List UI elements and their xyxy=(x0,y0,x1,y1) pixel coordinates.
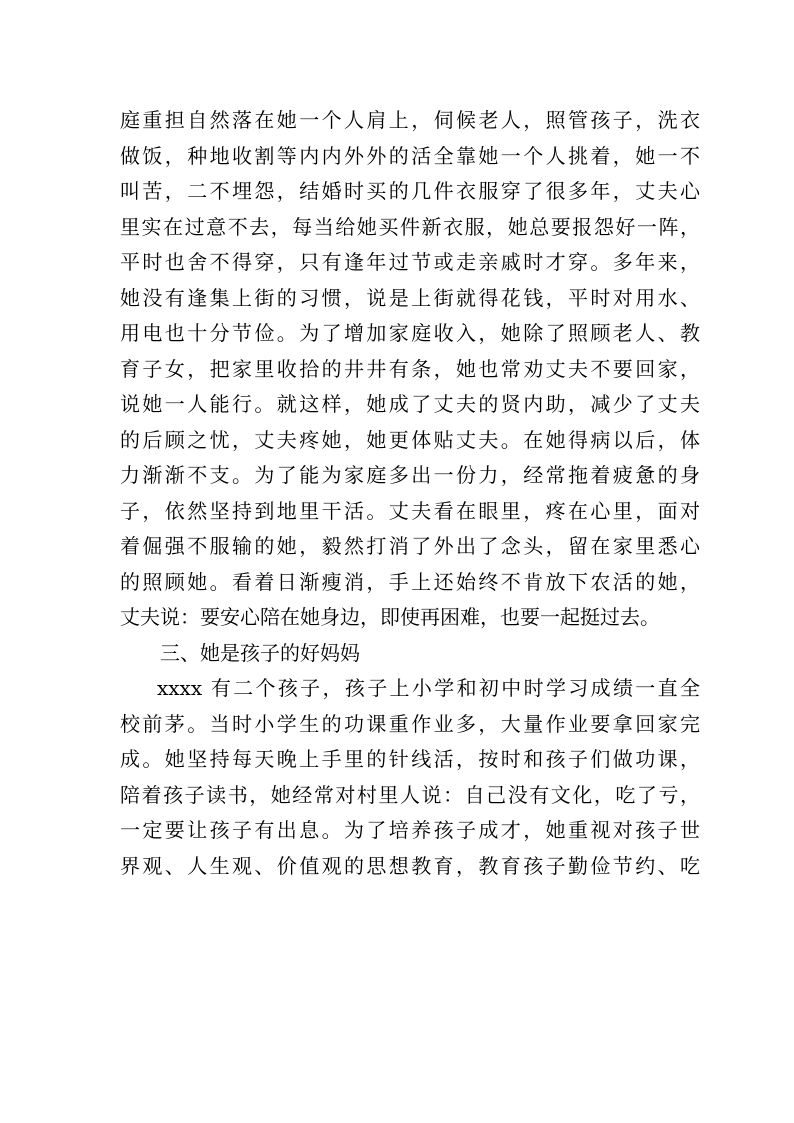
text-line: 她没有逢集上街的习惯，说是上街就得花钱，平时对用水、 xyxy=(120,285,700,310)
text-line: 用电也十分节俭。为了增加家庭收入，她除了照顾老人、教 xyxy=(120,321,700,345)
text-line: 平时也舍不得穿，只有逢年过节或走亲戚时才穿。多年来， xyxy=(120,250,700,274)
text-line: 力渐渐不支。为了能为家庭多出一份力，经常拖着疲惫的身 xyxy=(120,463,700,487)
text-line: 的后顾之忧，丈夫疼她，她更体贴丈夫。在她得病以后，体 xyxy=(120,427,700,452)
text-line: 里实在过意不去，每当给她买件新衣服，她总要报怨好一阵， xyxy=(120,214,700,239)
text-line: 陪着孩子读书，她经常对村里人说：自己没有文化，吃了亏， xyxy=(120,782,700,807)
text-line: 一定要让孩子有出息。为了培养孩子成才，她重视对孩子世 xyxy=(120,818,700,842)
text-line: 成。她坚持每天晚上手里的针线活，按时和孩子们做功课， xyxy=(120,747,700,771)
text-line: 做饭，种地收割等内内外外的活全靠她一个人挑着，她一不 xyxy=(120,143,700,168)
paragraph-family-burden xyxy=(120,103,700,636)
text-line: 子，依然坚持到地里干活。丈夫看在眼里，疼在心里，面对 xyxy=(120,498,700,523)
body-text xyxy=(120,103,700,884)
text-line: 庭重担自然落在她一个人肩上，伺候老人，照管孩子，洗衣 xyxy=(120,108,700,132)
text-line: xxxx 有二个孩子，孩子上小学和初中时学习成绩一直全 xyxy=(157,676,700,700)
paragraph-good-mother xyxy=(120,671,700,884)
text-line: 说她一人能行。就这样，她成了丈夫的贤内助，减少了丈夫 xyxy=(120,392,700,416)
text-line: 丈夫说：要安心陪在她身边，即使再困难，也要一起挺过去。 xyxy=(120,605,660,629)
text-line: 育子女，把家里收拾的井井有条，她也常劝丈夫不要回家， xyxy=(120,356,700,381)
text-line: 着倔强不服输的她，毅然打消了外出了念头，留在家里悉心 xyxy=(120,534,700,558)
text-line: 叫苦，二不埋怨，结婚时买的几件衣服穿了很多年，丈夫心 xyxy=(120,179,700,203)
text-line: 的照顾她。看着日渐瘦消，手上还始终不肯放下农活的她， xyxy=(120,569,700,594)
text-line: 校前茅。当时小学生的功课重作业多，大量作业要拿回家完 xyxy=(120,711,700,736)
text-line: 界观、人生观、价值观的思想教育，教育孩子勤俭节约、吃 xyxy=(120,853,700,878)
section-heading: 三、她是孩子的好妈妈 xyxy=(160,640,360,665)
